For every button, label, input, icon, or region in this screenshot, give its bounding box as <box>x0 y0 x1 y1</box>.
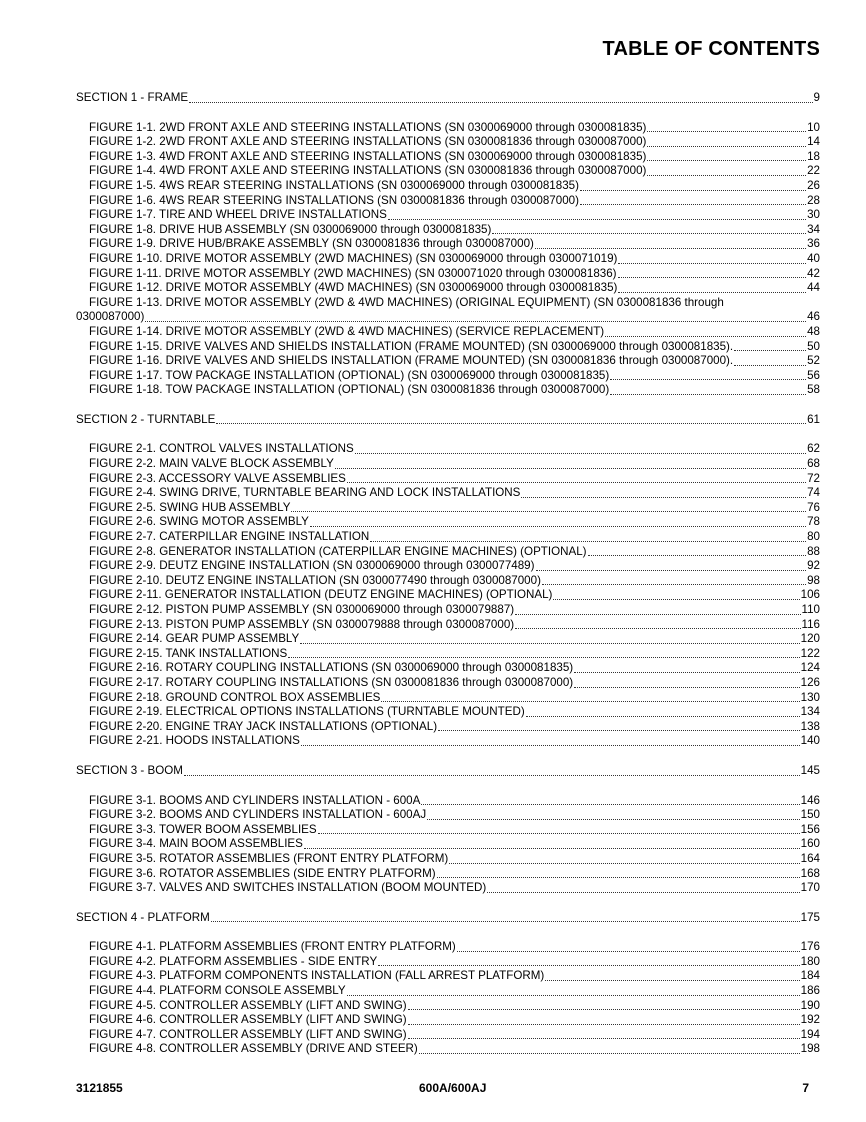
dot-leader <box>457 951 800 952</box>
figure-entry-page: 10 <box>807 120 820 134</box>
figure-entry-label: FIGURE 2-20. ENGINE TRAY JACK INSTALLATIONS (OPTIONAL) <box>89 719 438 733</box>
section-entry[interactable] <box>76 91 820 106</box>
dot-leader <box>545 980 799 981</box>
figure-entry-label: FIGURE 1-9. DRIVE HUB/BRAKE ASSEMBLY (SN 0300081836 through 0300087000) <box>89 237 534 251</box>
figure-entry-label: FIGURE 3-5. ROTATOR ASSEMBLIES (FRONT ENTRY PLATFORM) <box>89 851 449 865</box>
dot-leader <box>304 848 800 849</box>
dot-leader <box>300 643 799 644</box>
spacer <box>76 398 820 413</box>
figure-entry-label: FIGURE 2-7. CATERPILLAR ENGINE INSTALLATION <box>89 530 370 544</box>
section-entry[interactable] <box>76 764 820 779</box>
figure-entry-label: FIGURE 1-7. TIRE AND WHEEL DRIVE INSTALLATIONS <box>89 208 387 222</box>
dot-leader <box>211 921 800 922</box>
figure-entry-label: FIGURE 1-14. DRIVE MOTOR ASSEMBLY (2WD & 4WD MACHINES) (SERVICE REPLACEMENT) <box>89 324 605 338</box>
figure-entry-label: FIGURE 2-12. PISTON PUMP ASSEMBLY (SN 0300069000 through 0300079887) <box>89 603 515 616</box>
figure-entry-page: 140 <box>800 734 820 748</box>
figure-entry-label: FIGURE 1-17. TOW PACKAGE INSTALLATION (OPTIONAL) (SN 0300069000 through 0300081835) <box>89 368 610 382</box>
figure-entry[interactable] <box>76 442 820 457</box>
dot-leader <box>536 570 807 571</box>
figure-entry-page: 68 <box>807 457 820 471</box>
dot-leader <box>515 628 800 629</box>
figure-entry-label: FIGURE 2-2. MAIN VALVE BLOCK ASSEMBLY <box>89 457 334 471</box>
spacer <box>76 427 820 442</box>
figure-entry-label: FIGURE 1-3. 4WD FRONT AXLE AND STEERING INSTALLATIONS (SN 0300069000 through 0300081835) <box>89 149 647 163</box>
section-entry-page: 145 <box>800 763 820 777</box>
dot-leader <box>355 453 806 454</box>
dot-leader <box>734 365 806 366</box>
dot-leader <box>553 599 799 600</box>
figure-entry[interactable] <box>76 1028 820 1043</box>
spacer <box>76 925 820 940</box>
figure-entry[interactable] <box>76 720 820 735</box>
figure-entry[interactable] <box>76 647 820 662</box>
section-entry[interactable] <box>76 911 820 926</box>
figure-entry[interactable] <box>76 121 820 136</box>
dot-leader <box>419 1053 800 1054</box>
dot-leader <box>487 892 799 893</box>
figure-entry[interactable] <box>76 208 820 223</box>
figure-entry[interactable] <box>76 296 820 325</box>
dot-leader <box>145 321 806 322</box>
figure-entry-page: 42 <box>807 266 820 280</box>
figure-entry-label: FIGURE 4-1. PLATFORM ASSEMBLIES (FRONT ENTRY PLATFORM) <box>89 940 456 954</box>
dot-leader <box>610 394 806 395</box>
dot-leader <box>734 350 806 351</box>
figure-entry[interactable] <box>76 837 820 852</box>
figure-entry-label: FIGURE 1-15. DRIVE VALVES AND SHIELDS INSTALLATION (FRAME MOUNTED) (SN 0300069000 through 0300081835). <box>89 339 734 353</box>
figure-entry-label: FIGURE 2-3. ACCESSORY VALVE ASSEMBLIES <box>89 471 346 485</box>
figure-entry-label: FIGURE 4-5. CONTROLLER ASSEMBLY (LIFT AND SWING) <box>89 998 407 1012</box>
dot-leader <box>408 1009 800 1010</box>
figure-entry-page: 106 <box>800 588 820 602</box>
figure-entry-label: FIGURE 3-3. TOWER BOOM ASSEMBLIES <box>89 822 317 836</box>
figure-entry-page: 92 <box>807 559 820 573</box>
figure-entry-label: FIGURE 2-18. GROUND CONTROL BOX ASSEMBLIES <box>89 690 381 704</box>
dot-leader <box>610 379 806 380</box>
section-entry-page: 61 <box>807 412 820 426</box>
figure-entry-label: FIGURE 4-4. PLATFORM CONSOLE ASSEMBLY <box>89 984 346 998</box>
figure-entry[interactable] <box>76 867 820 882</box>
page-number: 7 <box>802 1081 809 1095</box>
figure-entry-label: FIGURE 1-13. DRIVE MOTOR ASSEMBLY (2WD & 4WD MACHINES) (ORIGINAL EQUIPMENT) (SN 0300081836 through <box>89 295 724 309</box>
figure-entry-label: FIGURE 4-2. PLATFORM ASSEMBLIES - SIDE ENTRY <box>89 954 378 968</box>
figure-entry-page: 56 <box>807 368 820 382</box>
dot-leader <box>301 745 800 746</box>
dot-leader <box>216 423 806 424</box>
figure-entry[interactable] <box>76 969 820 984</box>
figure-entry-page: 72 <box>807 471 820 485</box>
figure-entry-label: FIGURE 3-2. BOOMS AND CYLINDERS INSTALLATION - 600AJ <box>89 808 427 822</box>
figure-entry[interactable] <box>76 734 820 749</box>
figure-entry-page: 124 <box>800 661 820 675</box>
dot-leader <box>580 190 806 191</box>
figure-entry-page: 134 <box>800 705 820 719</box>
figure-entry[interactable] <box>76 852 820 867</box>
figure-entry-page: 46 <box>807 310 820 324</box>
figure-entry-page: 62 <box>807 442 820 456</box>
figure-entry-page: 190 <box>800 998 820 1012</box>
figure-entry[interactable] <box>76 984 820 999</box>
figure-entry[interactable] <box>76 940 820 955</box>
figure-entry[interactable] <box>76 705 820 720</box>
dot-leader <box>288 657 799 658</box>
section-entry-label: SECTION 2 - TURNTABLE <box>76 412 216 426</box>
figure-entry[interactable] <box>76 223 820 238</box>
figure-entry-page: 194 <box>800 1027 820 1041</box>
document-number: 3121855 <box>76 1081 123 1095</box>
figure-entry-label: FIGURE 1-12. DRIVE MOTOR ASSEMBLY (4WD MACHINES) (SN 0300069000 through 0300081835) <box>89 281 618 295</box>
figure-entry-page: 26 <box>807 178 820 192</box>
figure-entry-label: FIGURE 2-4. SWING DRIVE, TURNTABLE BEARING AND LOCK INSTALLATIONS <box>89 486 521 500</box>
figure-entry-page: 146 <box>800 793 820 807</box>
dot-leader <box>618 263 806 264</box>
dot-leader <box>347 482 806 483</box>
figure-entry-label-continued: 0300087000) <box>76 310 145 324</box>
figure-entry-label: FIGURE 1-11. DRIVE MOTOR ASSEMBLY (2WD MACHINES) (SN 0300071020 through 0300081836) <box>89 266 617 280</box>
figure-entry-page: 34 <box>807 222 820 236</box>
figure-entry-label: FIGURE 1-16. DRIVE VALVES AND SHIELDS INSTALLATION (FRAME MOUNTED) (SN 0300081836 through 0300087000). <box>89 354 734 368</box>
figure-entry[interactable] <box>76 603 820 618</box>
figure-entry-label: FIGURE 2-13. PISTON PUMP ASSEMBLY (SN 0300079888 through 0300087000) <box>89 617 515 631</box>
dot-leader <box>588 555 807 556</box>
figure-entry[interactable] <box>76 999 820 1014</box>
section-entry-label: SECTION 3 - BOOM <box>76 763 183 777</box>
figure-entry[interactable] <box>76 574 820 589</box>
dot-leader <box>421 804 799 805</box>
table-of-contents <box>76 91 820 1057</box>
figure-entry-label: FIGURE 1-10. DRIVE MOTOR ASSEMBLY (2WD MACHINES) (SN 0300069000 through 0300071019) <box>89 251 618 265</box>
figure-entry-page: 120 <box>800 632 820 646</box>
figure-entry[interactable] <box>76 661 820 676</box>
spacer <box>76 106 820 121</box>
figure-entry-page: 116 <box>801 617 820 631</box>
dot-leader <box>335 468 806 469</box>
section-entry-page: 175 <box>800 910 820 924</box>
figure-entry-page: 180 <box>800 954 820 968</box>
dot-leader <box>437 877 800 878</box>
figure-entry-label: FIGURE 1-4. 4WD FRONT AXLE AND STEERING INSTALLATIONS (SN 0300081836 through 0300087000) <box>89 164 647 178</box>
figure-entry[interactable] <box>76 955 820 970</box>
dot-leader <box>647 146 806 147</box>
figure-entry-page: 36 <box>807 237 820 251</box>
figure-entry-label: FIGURE 3-7. VALVES AND SWITCHES INSTALLATION (BOOM MOUNTED) <box>89 881 487 895</box>
dot-leader <box>189 102 812 103</box>
dot-leader <box>449 863 799 864</box>
figure-entry-page: 88 <box>807 544 820 558</box>
figure-entry-page: 138 <box>800 719 820 733</box>
dot-leader <box>347 995 800 996</box>
figure-entry-label: FIGURE 4-6. CONTROLLER ASSEMBLY (LIFT AND SWING) <box>89 1013 407 1027</box>
figure-entry-page: 30 <box>807 208 820 222</box>
dot-leader <box>310 526 806 527</box>
figure-entry-label: FIGURE 1-6. 4WS REAR STEERING INSTALLATIONS (SN 0300081836 through 0300087000) <box>89 193 579 207</box>
model-name: 600A/600AJ <box>419 1081 487 1095</box>
figure-entry[interactable] <box>76 237 820 252</box>
figure-entry[interactable] <box>76 1042 820 1057</box>
figure-entry[interactable] <box>76 632 820 647</box>
figure-entry[interactable] <box>76 179 820 194</box>
section-entry[interactable] <box>76 413 820 428</box>
figure-entry[interactable] <box>76 383 820 398</box>
figure-entry-label: FIGURE 2-15. TANK INSTALLATIONS <box>89 646 288 660</box>
figure-entry[interactable] <box>76 530 820 545</box>
figure-entry-page: 28 <box>807 193 820 207</box>
dot-leader <box>574 672 799 673</box>
dot-leader <box>408 1024 800 1025</box>
dot-leader <box>580 204 806 205</box>
figure-entry[interactable] <box>76 559 820 574</box>
dot-leader <box>647 131 806 132</box>
figure-entry[interactable] <box>76 515 820 530</box>
spacer <box>76 779 820 794</box>
dot-leader <box>381 701 799 702</box>
dot-leader <box>521 497 806 498</box>
figure-entry[interactable] <box>76 588 820 603</box>
dot-leader <box>427 819 799 820</box>
spacer <box>76 749 820 764</box>
figure-entry[interactable] <box>76 457 820 472</box>
figure-entry[interactable] <box>76 472 820 487</box>
dot-leader <box>492 233 806 234</box>
figure-entry-label: FIGURE 2-5. SWING HUB ASSEMBLY <box>89 500 291 514</box>
figure-entry-page: 40 <box>807 251 820 265</box>
figure-entry[interactable] <box>76 881 820 896</box>
figure-entry-page: 52 <box>807 354 820 368</box>
figure-entry-label: FIGURE 1-8. DRIVE HUB ASSEMBLY (SN 0300069000 through 0300081835) <box>89 222 492 236</box>
figure-entry-label: FIGURE 4-8. CONTROLLER ASSEMBLY (DRIVE AND STEER) <box>89 1042 418 1056</box>
figure-entry-label: FIGURE 3-6. ROTATOR ASSEMBLIES (SIDE ENTRY PLATFORM) <box>89 866 436 880</box>
figure-entry[interactable] <box>76 808 820 823</box>
figure-entry[interactable] <box>76 501 820 516</box>
figure-entry-label: FIGURE 1-18. TOW PACKAGE INSTALLATION (OPTIONAL) (SN 0300081836 through 0300087000) <box>89 383 610 397</box>
figure-entry-label: FIGURE 2-14. GEAR PUMP ASSEMBLY <box>89 632 300 646</box>
figure-entry-page: 150 <box>800 808 820 822</box>
dot-leader <box>647 160 806 161</box>
figure-entry-page: 156 <box>800 822 820 836</box>
figure-entry[interactable] <box>76 545 820 560</box>
figure-entry[interactable] <box>76 325 820 340</box>
figure-entry-label: FIGURE 1-2. 2WD FRONT AXLE AND STEERING INSTALLATIONS (SN 0300081836 through 0300087000) <box>89 135 647 149</box>
dot-leader <box>535 248 806 249</box>
figure-entry-page: 78 <box>807 515 820 529</box>
figure-entry-page: 48 <box>807 324 820 338</box>
figure-entry-label: FIGURE 2-19. ELECTRICAL OPTIONS INSTALLATIONS (TURNTABLE MOUNTED) <box>89 705 525 719</box>
section-entry-label: SECTION 4 - PLATFORM <box>76 910 210 924</box>
figure-entry-label: FIGURE 2-11. GENERATOR INSTALLATION (DEUTZ ENGINE MACHINES) (OPTIONAL) <box>89 588 553 602</box>
figure-entry[interactable] <box>76 164 820 179</box>
figure-entry-page: 18 <box>807 149 820 163</box>
figure-entry-page: 168 <box>800 866 820 880</box>
figure-entry-page: 14 <box>807 135 820 149</box>
dot-leader <box>515 614 800 615</box>
figure-entry-label: FIGURE 2-17. ROTARY COUPLING INSTALLATIONS (SN 0300081836 through 0300087000) <box>89 675 574 689</box>
figure-entry-page: 44 <box>807 281 820 295</box>
figure-entry-page: 164 <box>800 851 820 865</box>
figure-entry-page: 184 <box>800 969 820 983</box>
figure-entry-label: FIGURE 3-4. MAIN BOOM ASSEMBLIES <box>89 837 303 851</box>
figure-entry[interactable] <box>76 691 820 706</box>
figure-entry-page: 160 <box>800 837 820 851</box>
figure-entry-page: 74 <box>807 486 820 500</box>
figure-entry-page: 170 <box>800 881 820 895</box>
dot-leader <box>378 965 799 966</box>
figure-entry-page: 80 <box>807 530 820 544</box>
figure-entry-page: 130 <box>800 690 820 704</box>
figure-entry-label: FIGURE 2-9. DEUTZ ENGINE INSTALLATION (SN 0300069000 through 0300077489) <box>89 559 535 573</box>
dot-leader <box>438 730 800 731</box>
figure-entry-label: FIGURE 2-16. ROTARY COUPLING INSTALLATIONS (SN 0300069000 through 0300081835) <box>89 661 574 675</box>
figure-entry-page: 98 <box>807 573 820 587</box>
figure-entry[interactable] <box>76 794 820 809</box>
dot-leader <box>318 833 800 834</box>
figure-entry-label: FIGURE 3-1. BOOMS AND CYLINDERS INSTALLATION - 600A <box>89 793 421 807</box>
figure-entry-page: 192 <box>800 1013 820 1027</box>
dot-leader <box>618 292 806 293</box>
figure-entry[interactable] <box>76 369 820 384</box>
figure-entry[interactable] <box>76 135 820 150</box>
section-entry-page: 9 <box>813 91 820 104</box>
figure-entry-page: 186 <box>800 984 820 998</box>
figure-entry-page: 122 <box>800 646 820 660</box>
figure-entry-page: 176 <box>800 940 820 954</box>
figure-entry-page: 198 <box>800 1042 820 1056</box>
section-entry-label: SECTION 1 - FRAME <box>76 91 189 104</box>
figure-entry-page: 50 <box>807 339 820 353</box>
figure-entry-label: FIGURE 4-3. PLATFORM COMPONENTS INSTALLATION (FALL ARREST PLATFORM) <box>89 969 545 983</box>
figure-entry-page: 110 <box>801 603 820 616</box>
dot-leader <box>388 219 806 220</box>
figure-entry-label: FIGURE 2-6. SWING MOTOR ASSEMBLY <box>89 515 309 529</box>
figure-entry-page: 76 <box>807 500 820 514</box>
dot-leader <box>605 336 806 337</box>
figure-entry[interactable] <box>76 618 820 633</box>
figure-entry-label: FIGURE 2-1. CONTROL VALVES INSTALLATIONS <box>89 442 354 456</box>
dot-leader <box>184 775 800 776</box>
figure-entry[interactable] <box>76 267 820 282</box>
figure-entry-label: FIGURE 1-5. 4WS REAR STEERING INSTALLATIONS (SN 0300069000 through 0300081835) <box>89 178 579 192</box>
dot-leader <box>291 511 806 512</box>
figure-entry[interactable] <box>76 676 820 691</box>
dot-leader <box>526 716 800 717</box>
figure-entry[interactable] <box>76 194 820 209</box>
figure-entry-label: FIGURE 2-10. DEUTZ ENGINE INSTALLATION (SN 0300077490 through 0300087000) <box>89 573 541 587</box>
figure-entry[interactable] <box>76 823 820 838</box>
dot-leader <box>618 277 807 278</box>
figure-entry[interactable] <box>76 354 820 369</box>
figure-entry-label: FIGURE 1-1. 2WD FRONT AXLE AND STEERING INSTALLATIONS (SN 0300069000 through 0300081835) <box>89 120 647 134</box>
figure-entry[interactable] <box>76 1013 820 1028</box>
spacer <box>76 896 820 911</box>
figure-entry-page: 126 <box>800 675 820 689</box>
figure-entry-page: 22 <box>807 164 820 178</box>
figure-entry[interactable] <box>76 150 820 165</box>
figure-entry[interactable] <box>76 340 820 355</box>
figure-entry-label: FIGURE 4-7. CONTROLLER ASSEMBLY (LIFT AND SWING) <box>89 1027 407 1041</box>
figure-entry-label: FIGURE 2-21. HOODS INSTALLATIONS <box>89 734 300 748</box>
page-title: TABLE OF CONTENTS <box>602 38 820 60</box>
figure-entry[interactable] <box>76 252 820 267</box>
figure-entry-page: 58 <box>807 383 820 397</box>
figure-entry[interactable] <box>76 486 820 501</box>
figure-entry-label: FIGURE 2-8. GENERATOR INSTALLATION (CATERPILLAR ENGINE MACHINES) (OPTIONAL) <box>89 544 587 558</box>
dot-leader <box>408 1038 800 1039</box>
dot-leader <box>647 175 806 176</box>
figure-entry[interactable] <box>76 281 820 296</box>
dot-leader <box>574 687 799 688</box>
dot-leader <box>542 584 806 585</box>
dot-leader <box>370 541 806 542</box>
